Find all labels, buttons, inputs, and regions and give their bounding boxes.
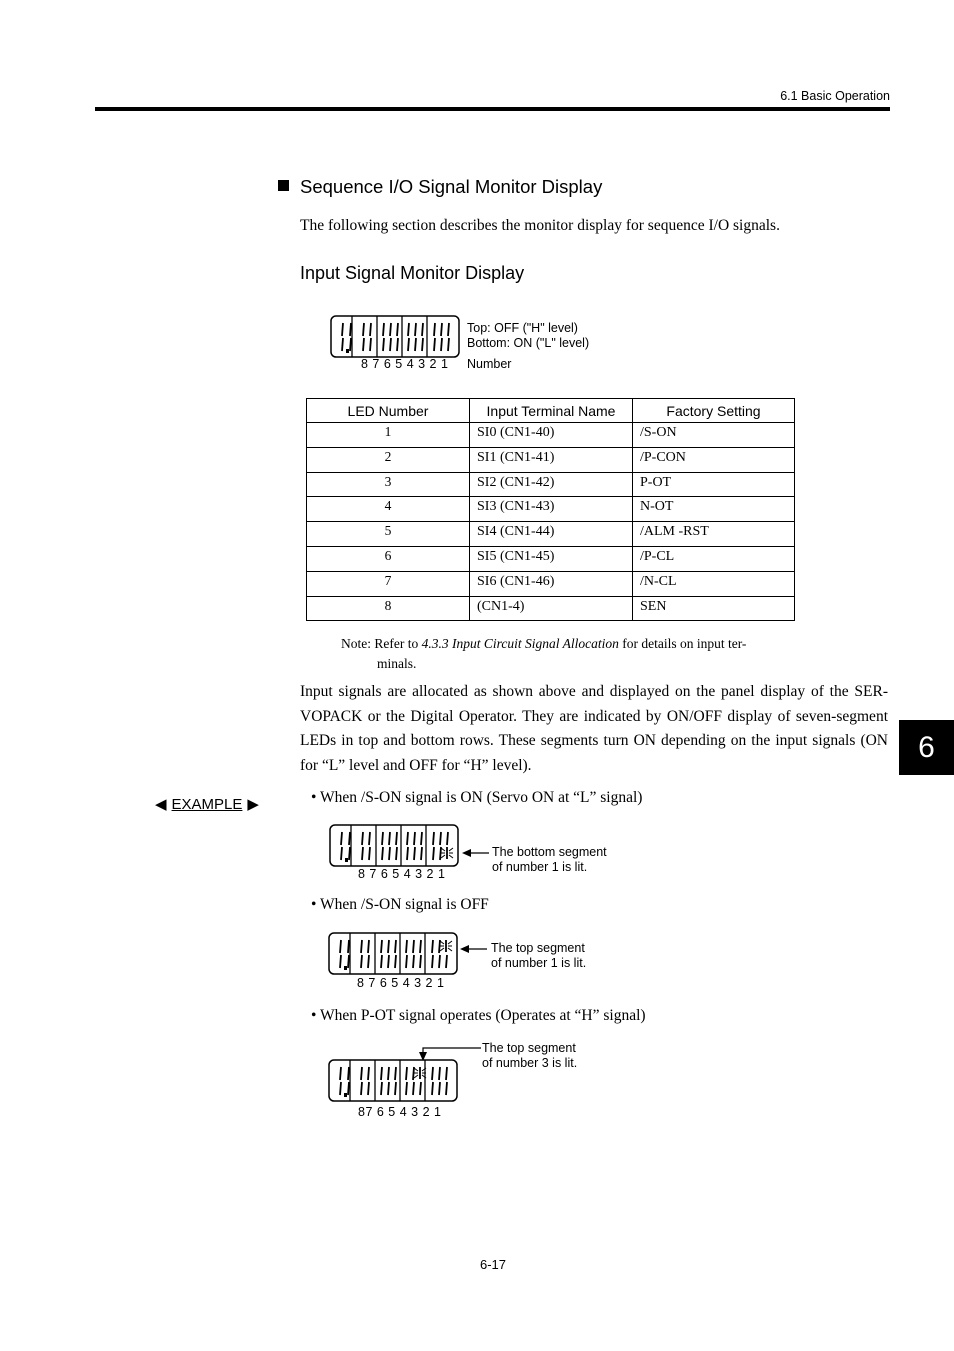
section-title-text: Sequence I/O Signal Monitor Display: [300, 176, 603, 197]
table-row: [307, 447, 795, 472]
setting-cell: /P-CON: [633, 447, 795, 472]
setting-cell: SEN: [633, 596, 795, 621]
terminal-cell: SI5 (CN1-45): [470, 546, 633, 571]
terminal-cell: SI4 (CN1-44): [470, 522, 633, 547]
example-3-led-display: [328, 1059, 460, 1103]
setting-cell: /P-CL: [633, 546, 795, 571]
led-number-cell: 4: [307, 497, 470, 522]
running-header: 6.1 Basic Operation: [780, 89, 890, 103]
setting-cell: N-OT: [633, 497, 795, 522]
table-row: [307, 497, 795, 522]
example-1-arrow-icon: [462, 847, 490, 859]
led-number-cell: 6: [307, 546, 470, 571]
example-3-callout-line1: The top segment: [482, 1041, 576, 1055]
body-paragraph: Input signals are allocated as shown above and displayed on the panel display of the SER-VOPACK or the Digital Operator. They are indicated by ON/OFF display of seven-segment LEDs in top and bottom rows. These segments turn ON depending on the input signals (ON for “L” level and OFF for “H” level).: [300, 683, 888, 774]
example-label: EXAMPLE: [171, 796, 243, 813]
subsection-title: Input Signal Monitor Display: [300, 263, 525, 283]
terminal-cell: SI0 (CN1-40): [470, 423, 633, 448]
led-number-cell: 2: [307, 447, 470, 472]
terminal-cell: SI2 (CN1-42): [470, 472, 633, 497]
example-2-callout-line1: The top segment: [491, 941, 585, 955]
example-1-digit-numbers: 8 7 6 5 4 3 2 1: [358, 867, 446, 881]
led-number-cell: 5: [307, 522, 470, 547]
led-number-cell: 8: [307, 596, 470, 621]
setting-cell: P-OT: [633, 472, 795, 497]
example-marker: [155, 795, 259, 813]
terminal-cell: SI1 (CN1-41): [470, 447, 633, 472]
led-number-cell: 1: [307, 423, 470, 448]
setting-cell: /N-CL: [633, 571, 795, 596]
note-suffix: for details on input ter-: [618, 636, 747, 651]
col-factory-setting: Factory Setting: [633, 399, 795, 423]
col-led-number: LED Number: [307, 399, 470, 423]
example-3-bullet: • When P-OT signal operates (Operates at “H” signal): [311, 1007, 646, 1024]
setting-cell: /ALM -RST: [633, 522, 795, 547]
chapter-tab: 6: [899, 720, 954, 775]
table-row: [307, 472, 795, 497]
example-2-arrow-icon: [460, 943, 488, 955]
square-bullet-icon: [278, 180, 289, 191]
example-3-arrow-icon: [416, 1041, 482, 1061]
terminal-cell: SI6 (CN1-46): [470, 571, 633, 596]
example-2-digit-numbers: 8 7 6 5 4 3 2 1: [357, 976, 445, 990]
note-reference: 4.3.3 Input Circuit Signal Allocation: [421, 636, 619, 651]
example-2-callout-line2: of number 1 is lit.: [491, 956, 587, 970]
example-2-bullet: • When /S-ON signal is OFF: [311, 896, 489, 913]
section-intro: The following section describes the monitor display for sequence I/O signals.: [300, 217, 780, 234]
led-number-cell: 3: [307, 472, 470, 497]
setting-cell: /S-ON: [633, 423, 795, 448]
arrow-right-icon: ▶: [247, 796, 259, 813]
col-input-terminal-name: Input Terminal Name: [470, 399, 633, 423]
number-label: Number: [467, 357, 512, 371]
table-row: [307, 423, 795, 448]
terminal-cell: SI3 (CN1-43): [470, 497, 633, 522]
example-1-led-display: [329, 824, 461, 868]
led-number-cell: 7: [307, 571, 470, 596]
example-3-callout-line2: of number 3 is lit.: [482, 1056, 578, 1070]
table-row: [307, 546, 795, 571]
example-1-callout-line2: of number 1 is lit.: [492, 860, 588, 874]
example-3-digit-numbers: 87 6 5 4 3 2 1: [358, 1105, 442, 1119]
note-prefix: Note: Refer to: [341, 636, 422, 651]
page-number: 6-17: [480, 1257, 507, 1272]
bottom-on-label: Bottom: ON ("L" level): [467, 336, 590, 350]
top-off-label: Top: OFF ("H" level): [467, 321, 578, 335]
header-rule: [95, 107, 890, 111]
table-row: [307, 596, 795, 621]
table-row: [307, 522, 795, 547]
note-continuation: minals.: [377, 656, 417, 671]
arrow-left-icon: ◀: [155, 796, 167, 813]
example-1-bullet: • When /S-ON signal is ON (Servo ON at “L” signal): [311, 789, 643, 806]
example-1-callout-line1: The bottom segment: [492, 845, 607, 859]
table-header-row: [307, 399, 795, 423]
led-display-diagram: [330, 315, 462, 359]
terminal-cell: (CN1-4): [470, 596, 633, 621]
table-note: [341, 634, 781, 674]
input-signal-table: [306, 398, 795, 621]
example-2-led-display: [328, 932, 460, 976]
table-row: [307, 571, 795, 596]
section-title: [278, 176, 602, 198]
led-digit-numbers: 8 7 6 5 4 3 2 1: [361, 357, 449, 371]
